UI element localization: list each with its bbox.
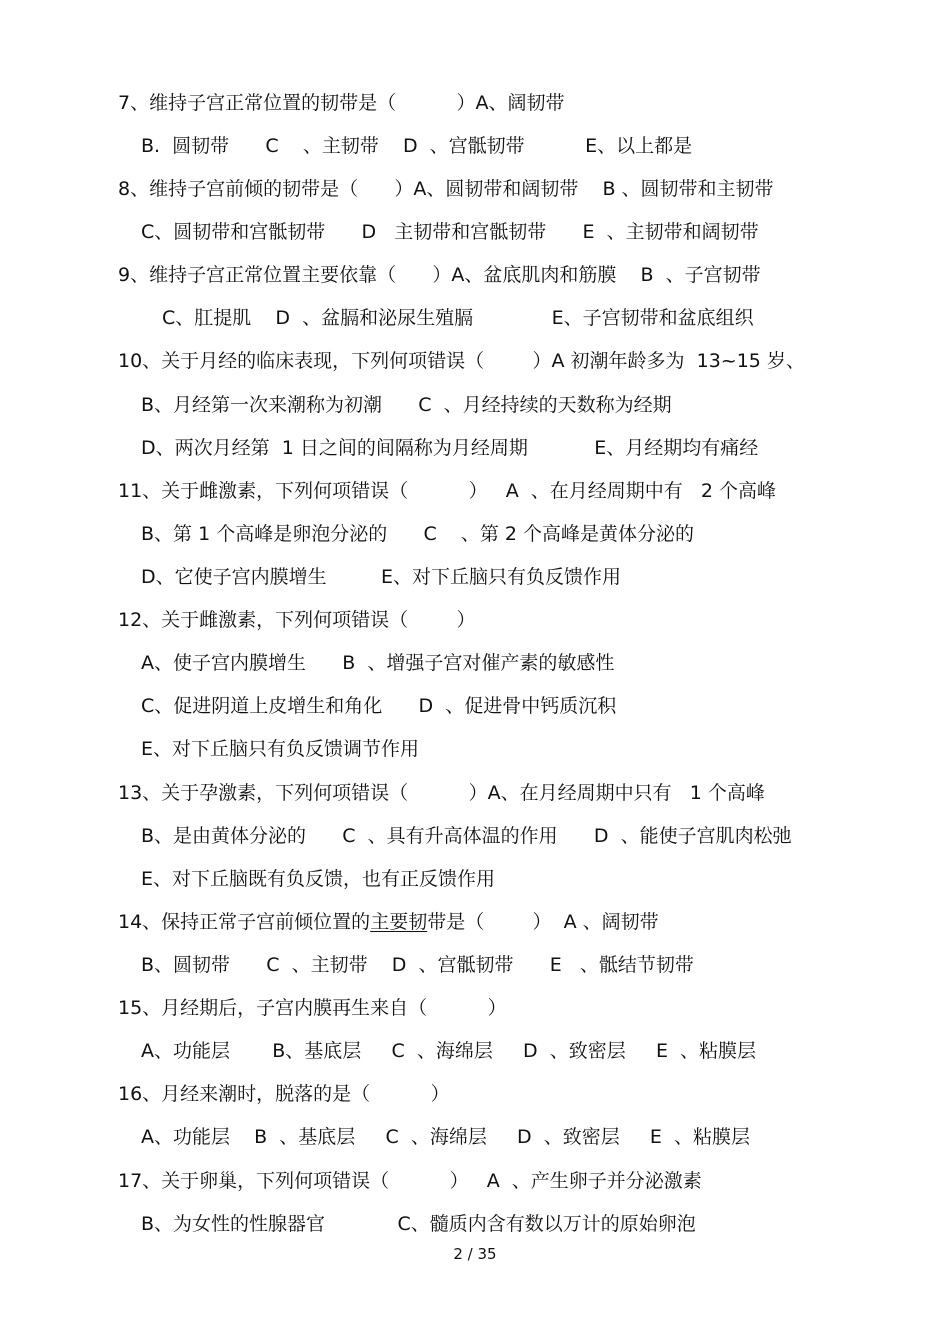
question-11: 11、关于雌激素，下列何项错误（ ） A 、在月经周期中有 2 个高峰 — [118, 480, 777, 502]
question-10: 10、关于月经的临床表现，下列何项错误（ ）A 初潮年龄多为 13~15 岁、 — [118, 350, 805, 372]
question-12-options: A、使子宫内膜增生 B 、增强子宫对催产素的敏感性 — [141, 652, 615, 674]
question-10-options: D、两次月经第 1 日之间的间隔称为月经周期 E、月经期均有痛经 — [141, 437, 759, 459]
question-13-options: B、是由黄体分泌的 C 、具有升高体温的作用 D 、能使子宫肌肉松弛 — [141, 825, 792, 847]
question-12-options: E、对下丘脑只有负反馈调节作用 — [141, 738, 420, 760]
question-9: 9、维持子宫正常位置主要依靠（ ）A、盆底肌肉和筋膜 B 、子宫韧带 — [118, 264, 761, 286]
question-14 — [118, 907, 659, 937]
question-15: 15、月经期后，子宫内膜再生来自（ ） — [118, 997, 507, 1019]
question-14-underlined-text: 主要韧 — [370, 911, 428, 933]
question-7-options: B. 圆韧带 C 、主韧带 D 、宫骶韧带 E、以上都是 — [141, 135, 693, 157]
question-15-options: A、功能层 B、基底层 C 、海绵层 D 、致密层 E 、粘膜层 — [141, 1040, 757, 1062]
question-10-options: B、月经第一次来潮称为初潮 C 、月经持续的天数称为经期 — [141, 394, 672, 416]
question-17-options: B、为女性的性腺器官 C、髓质内含有数以万计的原始卵泡 — [141, 1213, 696, 1235]
question-9-options: C、肛提肌 D 、盆膈和泌尿生殖膈 E、子宫韧带和盆底组织 — [162, 307, 754, 329]
question-11-options: B、第 1 个高峰是卵泡分泌的 C 、第 2 个高峰是黄体分泌的 — [141, 523, 695, 545]
question-16: 16、月经来潮时，脱落的是（ ） — [118, 1083, 450, 1105]
question-13-options: E、对下丘脑既有负反馈，也有正反馈作用 — [141, 868, 496, 890]
question-12: 12、关于雌激素，下列何项错误（ ） — [118, 609, 476, 631]
question-14-text: 14、保持正常子宫前倾位置的 — [118, 911, 371, 933]
question-16-options: A、功能层 B 、基底层 C 、海绵层 D 、致密层 E 、粘膜层 — [141, 1126, 751, 1148]
question-14-text: 带是（ ） A 、阔韧带 — [427, 911, 659, 933]
question-8: 8、维持子宫前倾的韧带是（ ）A、圆韧带和阔韧带 B 、圆韧带和主韧带 — [118, 178, 774, 200]
question-14-options: B、圆韧带 C 、主韧带 D 、宫骶韧带 E 、骶结节韧带 — [141, 954, 694, 976]
question-8-options: C、圆韧带和宫骶韧带 D 主韧带和宫骶韧带 E 、主韧带和阔韧带 — [141, 221, 759, 243]
question-11-options: D、它使子宫内膜增生 E、对下丘脑只有负反馈作用 — [141, 566, 621, 588]
question-17: 17、关于卵巢，下列何项错误（ ） A 、产生卵子并分泌激素 — [118, 1170, 702, 1192]
question-7: 7、维持子宫正常位置的韧带是（ ）A、阔韧带 — [118, 92, 565, 114]
question-13: 13、关于孕激素，下列何项错误（ ）A、在月经周期中只有 1 个高峰 — [118, 782, 765, 804]
page-number: 2 / 35 — [453, 1245, 497, 1263]
question-12-options: C、促进阴道上皮增生和角化 D 、促进骨中钙质沉积 — [141, 695, 617, 717]
